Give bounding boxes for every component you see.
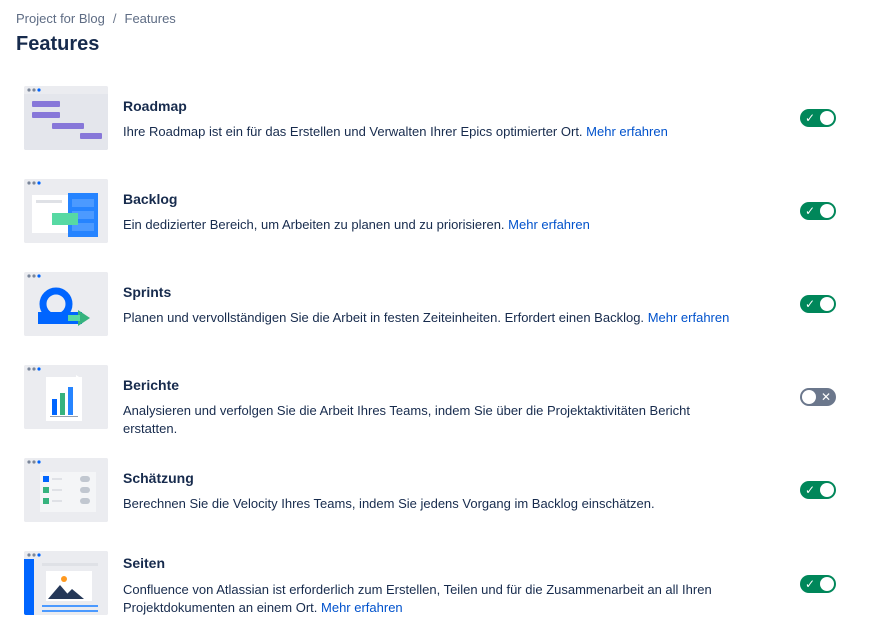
check-icon: ✓ bbox=[805, 483, 816, 497]
page-title: Features bbox=[16, 33, 100, 55]
feature-estimation bbox=[24, 458, 844, 524]
feature-reports bbox=[24, 365, 844, 436]
backlog-toggle[interactable] bbox=[800, 202, 836, 220]
feature-description-text: Berechnen Sie die Velocity Ihres Teams, indem Sie jedens Vorgang im Backlog einschätzen. bbox=[123, 496, 655, 511]
estimation-toggle[interactable] bbox=[800, 481, 836, 499]
check-icon: ✓ bbox=[805, 297, 816, 311]
breadcrumb bbox=[16, 11, 176, 26]
feature-description bbox=[123, 216, 743, 234]
learn-more-link[interactable]: Mehr erfahren bbox=[586, 124, 668, 139]
feature-description bbox=[123, 123, 743, 141]
feature-title: Berichte bbox=[123, 377, 180, 393]
learn-more-link[interactable]: Mehr erfahren bbox=[321, 600, 403, 615]
toggle-knob bbox=[802, 390, 816, 404]
feature-description bbox=[123, 309, 743, 327]
feature-description bbox=[123, 495, 743, 513]
learn-more-link[interactable]: Mehr erfahren bbox=[508, 217, 590, 232]
toggle-knob bbox=[820, 204, 834, 218]
feature-description-text: Ein dedizierter Bereich, um Arbeiten zu planen und zu priorisieren. bbox=[123, 217, 505, 232]
toggle-knob bbox=[820, 111, 834, 125]
feature-description-text: Planen und vervollständigen Sie die Arbeit in festen Zeiteinheiten. Erfordert einen Backlog. bbox=[123, 310, 645, 325]
roadmap-toggle[interactable] bbox=[800, 109, 836, 127]
roadmap-illustration-icon bbox=[24, 86, 108, 150]
feature-description-text: Ihre Roadmap ist ein für das Erstellen und Verwalten Ihrer Epics optimierter Ort. bbox=[123, 124, 583, 139]
pages-illustration-icon bbox=[24, 551, 108, 615]
breadcrumb-current[interactable]: Features bbox=[124, 11, 176, 26]
feature-description-text: Confluence von Atlassian ist erforderlich zum Erstellen, Teilen und für die Zusammenarbeit an all Ihren Projektdokumenten an einem Ort. bbox=[123, 582, 712, 615]
check-icon: ✓ bbox=[805, 204, 816, 218]
feature-sprints bbox=[24, 272, 844, 338]
reports-toggle[interactable] bbox=[800, 388, 836, 406]
feature-description-text: Analysieren und verfolgen Sie die Arbeit Ihres Teams, indem Sie über die Projektaktivitäten Bericht erstatten. bbox=[123, 403, 691, 436]
feature-title: Schätzung bbox=[123, 470, 194, 486]
check-icon: ✓ bbox=[805, 111, 816, 125]
feature-title: Roadmap bbox=[123, 98, 187, 114]
feature-pages bbox=[24, 551, 844, 617]
toggle-knob bbox=[820, 483, 834, 497]
feature-title: Sprints bbox=[123, 284, 172, 300]
toggle-knob bbox=[820, 577, 834, 591]
close-icon: ✕ bbox=[821, 390, 832, 404]
feature-backlog bbox=[24, 179, 844, 245]
reports-illustration-icon bbox=[24, 365, 108, 429]
estimation-illustration-icon bbox=[24, 458, 108, 522]
feature-description bbox=[123, 581, 743, 617]
breadcrumb-separator: / bbox=[112, 11, 117, 26]
feature-description bbox=[123, 402, 743, 438]
toggle-knob bbox=[820, 297, 834, 311]
feature-title: Backlog bbox=[123, 191, 178, 207]
learn-more-link[interactable]: Mehr erfahren bbox=[647, 310, 730, 325]
backlog-illustration-icon bbox=[24, 179, 108, 243]
breadcrumb-project-link[interactable]: Project for Blog bbox=[16, 11, 105, 26]
sprints-illustration-icon bbox=[24, 272, 108, 336]
sprints-toggle[interactable] bbox=[800, 295, 836, 313]
feature-title: Seiten bbox=[123, 555, 166, 571]
feature-roadmap bbox=[24, 86, 844, 152]
pages-toggle[interactable] bbox=[800, 575, 836, 593]
check-icon: ✓ bbox=[805, 577, 816, 591]
